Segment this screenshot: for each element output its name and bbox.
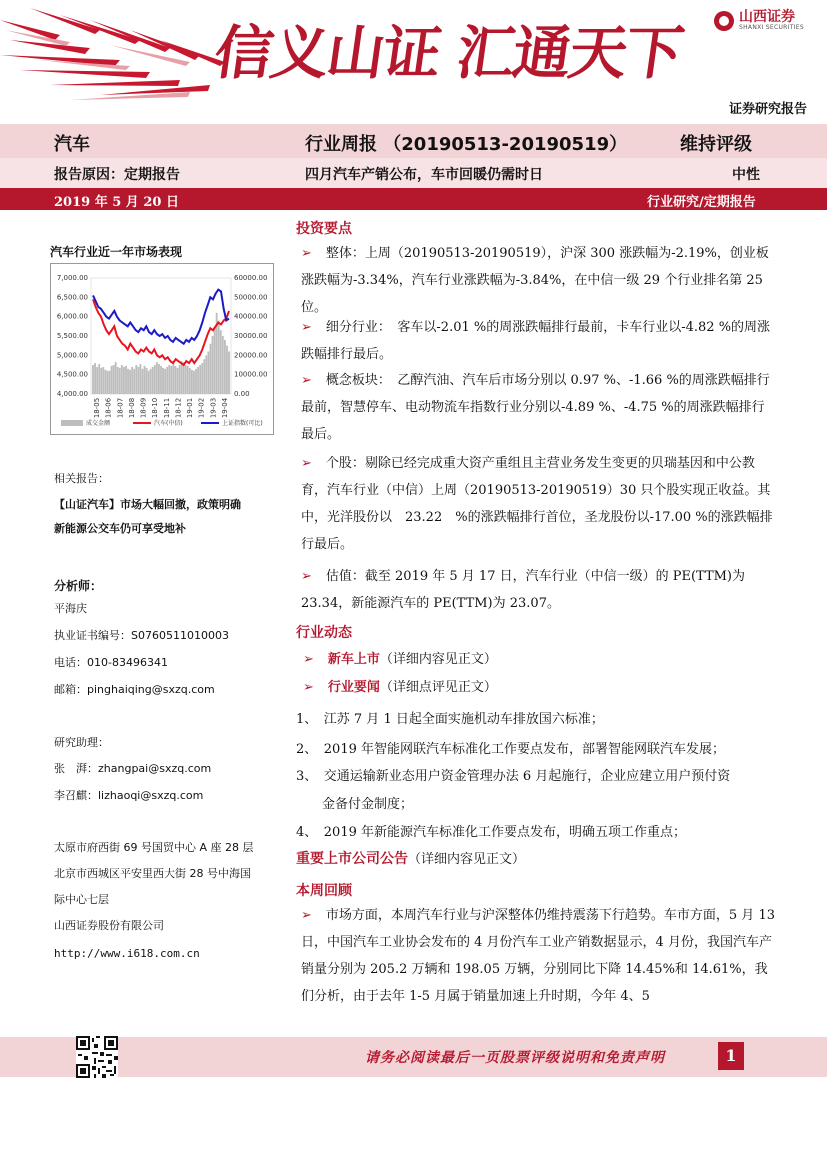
news-item-1: 1、 江苏 7 月 1 日起全面实施机动车排放国六标准； xyxy=(296,712,604,727)
weekly-title: 行业周报 （20190513-20190519） xyxy=(305,134,628,155)
x-axis-tick: 18-08 xyxy=(127,397,136,419)
news-item-3: 3、 交通运输新业态用户资金管理办法 6 月起施行，企业应建立用户预付资 xyxy=(296,769,731,784)
volume-bar xyxy=(160,366,162,394)
volume-bar xyxy=(185,365,187,394)
report-category: 行业研究/定期报告 xyxy=(647,195,756,210)
volume-bar xyxy=(119,368,121,394)
new-car-note: （详细内容见正文） xyxy=(379,652,497,667)
legend-swatch xyxy=(61,420,83,426)
volume-bar xyxy=(201,363,203,394)
arrow-bullet-icon: ➢ xyxy=(301,373,312,388)
footer-disclaimer: 请务必阅读最后一页股票评级说明和免责声明 xyxy=(365,1050,665,1066)
volume-bar xyxy=(156,362,158,394)
left-axis-tick: 4,000.00 xyxy=(56,390,88,398)
arrow-bullet-icon: ➢ xyxy=(301,320,312,335)
volume-bar xyxy=(100,368,102,394)
bullet-subsector xyxy=(301,314,775,368)
volume-bar xyxy=(113,365,115,394)
x-axis-tick: 18-10 xyxy=(151,397,160,419)
volume-bar xyxy=(115,362,117,394)
assistant-2[interactable]: 李召麒：lizhaoqi@sxzq.com xyxy=(54,789,204,802)
volume-bar xyxy=(179,365,181,394)
volume-bar xyxy=(135,365,137,394)
company-announcements[interactable] xyxy=(296,846,525,873)
x-axis-tick: 18-12 xyxy=(174,397,183,419)
header-banner xyxy=(0,0,827,124)
volume-bar xyxy=(187,366,189,394)
right-axis-tick: 50000.00 xyxy=(234,293,268,302)
bullet-valuation-text: 估值：截至 2019 年 5 月 17 日，汽车行业（中信一级）的 PE(TTM)为 23.34，新能源汽车的 PE(TTM)为 23.07。 xyxy=(301,569,746,611)
section-investment-highlights: 投资要点 xyxy=(296,221,352,237)
arrow-bullet-icon: ➢ xyxy=(301,569,312,584)
volume-bar xyxy=(142,369,144,394)
assistant-label: 研究助理： xyxy=(54,736,109,749)
address-beijing-1: 北京市西城区平安里西大街 28 号中海国 xyxy=(54,867,251,880)
volume-bar xyxy=(144,366,146,394)
volume-bar xyxy=(199,365,201,394)
company-name: 山西证券股份有限公司 xyxy=(54,919,164,932)
volume-bar xyxy=(212,336,214,394)
arrow-bullet-icon: ➢ xyxy=(301,456,312,471)
left-axis-tick: 5,500.00 xyxy=(56,332,88,340)
right-axis-tick: 10000.00 xyxy=(234,370,268,379)
volume-bar xyxy=(146,368,148,394)
volume-bar xyxy=(228,351,230,394)
volume-bar xyxy=(210,344,212,394)
volume-bar xyxy=(181,361,183,394)
volume-bar xyxy=(137,367,139,394)
volume-bar xyxy=(139,364,141,394)
volume-bar xyxy=(175,366,177,394)
headline: 四月汽车产销公布，车市回暖仍需时日 xyxy=(305,167,543,183)
volume-bar xyxy=(150,369,152,394)
volume-bar xyxy=(195,369,197,394)
section-industry-news: 行业动态 xyxy=(296,625,352,641)
volume-bar xyxy=(107,371,109,394)
volume-bar xyxy=(191,370,193,394)
volume-bar xyxy=(193,371,195,394)
news-item-4: 4、 2019 年新能源汽车标准化工作要点发布，明确五项工作重点； xyxy=(296,825,686,840)
x-axis-tick: 18-11 xyxy=(162,397,171,419)
x-axis-tick: 18-05 xyxy=(93,397,101,419)
logo-en-text: SHANXI SECURITIES xyxy=(739,24,804,31)
news-item-3-cont: 金备付金制度； xyxy=(322,797,414,812)
analyst-cert: 执业证书编号：S0760511010003 xyxy=(54,629,229,642)
bullet-overall-text: 整体：上周（20190513-20190519），沪深 300 涨跌幅为-2.19%，创业板涨跌幅为-3.34%，汽车行业涨跌幅为-3.84%，在中信一级 29 个行业排名第 25 位。 xyxy=(301,246,769,315)
related-label: 相关报告： xyxy=(54,472,109,485)
rating-value: 中性 xyxy=(732,167,760,183)
bullet-subsector-text: 细分行业： 客车以-2.01 %的周涨跌幅排行最前，卡车行业以-4.82 %的周涨跌幅排行最后。 xyxy=(301,320,771,362)
volume-bar xyxy=(117,367,119,394)
company-announcements-note: （详细内容见正文） xyxy=(408,852,526,867)
arrow-bullet-icon: ➢ xyxy=(303,652,314,667)
volume-bar xyxy=(203,359,205,394)
volume-bar xyxy=(164,369,166,394)
volume-bar xyxy=(189,368,191,394)
report-date: 2019 年 5 月 20 日 xyxy=(54,195,179,210)
left-axis-tick: 4,500.00 xyxy=(56,370,88,379)
volume-bar xyxy=(172,363,174,394)
volume-bar xyxy=(197,367,199,394)
market-chart xyxy=(50,263,274,435)
left-axis-tick: 6,000.00 xyxy=(56,312,88,321)
volume-bar xyxy=(127,369,129,394)
weekly-review-paragraph xyxy=(301,902,775,1010)
volume-bar xyxy=(162,368,164,394)
arrow-bullet-icon: ➢ xyxy=(301,246,312,261)
x-axis-tick: 18-09 xyxy=(139,397,148,419)
volume-bar xyxy=(148,371,150,394)
report-type: 证券研究报告 xyxy=(728,102,807,117)
volume-bar xyxy=(222,336,224,394)
related-report-2[interactable]: 新能源公交车仍可享受地补 xyxy=(54,522,186,535)
volume-bar xyxy=(109,371,111,394)
volume-bar xyxy=(98,364,100,394)
right-axis-tick: 60000.00 xyxy=(234,274,268,282)
section-weekly-review: 本周回顾 xyxy=(296,883,352,899)
right-axis-tick: 30000.00 xyxy=(234,332,268,340)
address-beijing-2: 际中心七层 xyxy=(54,893,109,906)
x-axis-tick: 19-03 xyxy=(209,397,218,419)
volume-bar xyxy=(131,367,133,394)
right-axis-tick: 0.00 xyxy=(234,390,250,398)
bullet-stocks xyxy=(301,450,775,558)
volume-bar xyxy=(158,364,160,394)
x-axis-tick: 18-07 xyxy=(116,397,125,419)
address-taiyuan: 太原市府西街 69 号国贸中心 A 座 28 层 xyxy=(54,841,254,854)
bullet-stocks-text: 个股：剔除已经完成重大资产重组且主营业务发生变更的贝瑞基因和中公教育，汽车行业（中信）上周（20190513-20190519）30 只个股实现正收益。其中，光洋股份以 23.22 %的涨跌幅排行首位，圣龙股份以-17.00 %的涨跌幅排行最后。 xyxy=(301,456,773,552)
x-axis-tick: 19-02 xyxy=(197,397,206,419)
company-announcements-label[interactable]: 重要上市公司公告 xyxy=(296,851,408,867)
bullet-concept xyxy=(301,367,775,448)
legend-label: 汽车(中信) xyxy=(154,420,183,427)
volume-bar xyxy=(170,366,172,394)
market-chart-svg xyxy=(51,264,273,434)
logo-cn-text: 山西证券 xyxy=(739,9,795,25)
volume-bar xyxy=(92,365,94,394)
company-website[interactable]: http://www.i618.com.cn xyxy=(54,947,200,960)
analyst-phone: 电话：010-83496341 xyxy=(54,656,168,669)
weekly-review-text: 市场方面，本周汽车行业与沪深整体仍维持震荡下行趋势。车市方面，5 月 13 日，中国汽车工业协会发布的 4 月份汽车工业产销数据显示，4 月份，我国汽车产销量分别为 205.2 万辆和 198.05 万辆，分别同比下降 14.45%和 14.61%，我们分析，由于去年 1-5 月属于销量加速上升时期，今年 4、5 xyxy=(301,908,775,1004)
chart-title: 汽车行业近一年市场表现 xyxy=(50,245,183,259)
x-axis-tick: 19-04 xyxy=(221,397,229,419)
volume-bar xyxy=(104,370,106,394)
legend-label: 上证指数(可比) xyxy=(222,420,263,427)
volume-bar xyxy=(111,366,113,394)
volume-bar xyxy=(154,365,156,394)
volume-bar xyxy=(168,365,170,394)
analyst-email[interactable]: 邮箱：pinghaiqing@sxzq.com xyxy=(54,683,215,696)
industry-name: 汽车 xyxy=(54,134,90,155)
report-reason: 报告原因：定期报告 xyxy=(54,167,180,183)
industry-news-link[interactable] xyxy=(303,674,497,701)
right-axis-tick: 40000.00 xyxy=(234,312,268,321)
bullet-concept-text: 概念板块： 乙醇汽油、汽车后市场分别以 0.97 %、-1.66 %的周涨跌幅排行最前，智慧停车、电动物流车指数行业分别以-4.89 %、-4.75 %的周涨跌幅排行最后。 xyxy=(301,373,770,442)
volume-bar xyxy=(205,355,207,394)
volume-bar xyxy=(177,368,179,394)
left-axis-tick: 5,000.00 xyxy=(56,351,88,360)
news-item-2: 2、 2019 年智能网联汽车标准化工作要点发布，部署智能网联汽车发展； xyxy=(296,742,725,757)
left-axis-tick: 7,000.00 xyxy=(56,274,88,282)
volume-bar xyxy=(121,365,123,394)
related-report-1[interactable]: 【山证汽车】市场大幅回撤，政策明确 xyxy=(54,498,241,511)
bullet-overall xyxy=(301,240,775,321)
volume-bar xyxy=(207,351,209,394)
company-logo xyxy=(714,8,804,34)
analyst-name: 平海庆 xyxy=(54,602,87,615)
volume-bar xyxy=(183,362,185,394)
x-axis-tick: 19-01 xyxy=(186,397,195,419)
volume-bar xyxy=(214,326,216,394)
industry-news-note: （详细点评见正文） xyxy=(379,680,497,695)
brand-slogan: 信义山证 汇通天下 xyxy=(210,19,686,87)
arrow-bullet-icon: ➢ xyxy=(303,680,314,695)
volume-bar xyxy=(220,330,222,394)
volume-bar xyxy=(218,321,220,394)
qr-code-icon xyxy=(76,1036,118,1078)
analyst-label: 分析师： xyxy=(54,579,103,593)
new-car-label[interactable]: 新车上市 xyxy=(327,652,380,667)
volume-bar xyxy=(96,367,98,394)
volume-bar xyxy=(123,367,125,394)
left-axis-tick: 6,500.00 xyxy=(56,293,88,302)
volume-bar xyxy=(129,370,131,394)
volume-bar xyxy=(94,363,96,394)
x-axis-tick: 18-06 xyxy=(104,397,113,419)
volume-bar xyxy=(133,369,135,394)
volume-bar xyxy=(102,367,104,394)
bullet-valuation xyxy=(301,563,775,617)
volume-bar xyxy=(224,340,226,394)
volume-bar xyxy=(125,366,127,394)
page-number: 1 xyxy=(718,1042,744,1070)
arrow-bullet-icon: ➢ xyxy=(301,908,312,923)
right-axis-tick: 20000.00 xyxy=(234,351,268,360)
volume-bar xyxy=(152,367,154,394)
rating-label: 维持评级 xyxy=(680,134,752,155)
new-car-link[interactable] xyxy=(303,646,497,673)
volume-bar xyxy=(226,346,228,394)
assistant-1[interactable]: 张 湃：zhangpai@sxzq.com xyxy=(54,762,212,775)
logo-mark-icon xyxy=(714,11,734,31)
legend-label: 成交金额 xyxy=(86,420,111,427)
volume-bar xyxy=(166,367,168,394)
industry-news-label[interactable]: 行业要闻 xyxy=(327,680,380,695)
